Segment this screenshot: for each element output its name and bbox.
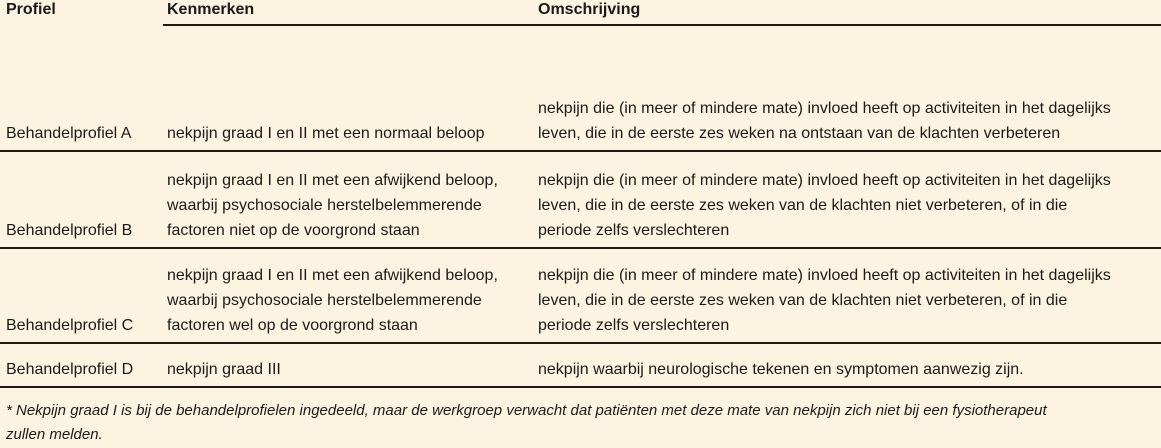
kenmerken-cell [167,263,532,338]
table-row [0,152,1161,249]
omschrijving-line: leven, die in de eerste zes weken van de klachten niet verbeteren, of in die [538,197,1068,214]
header-omschrijving: Omschrijving [538,1,641,18]
omschrijving-line: nekpijn die (in meer of mindere mate) invloed heeft op activiteiten in het dagelijks [538,267,1111,284]
kenmerken-line: nekpijn graad I en II met een normaal beloop [167,125,485,142]
profiel-cell: Behandelprofiel D [6,361,134,378]
kenmerken-cell [167,357,532,382]
omschrijving-line: periode zelfs verslechteren [538,222,730,239]
omschrijving-cell [538,357,1158,382]
omschrijving-line: nekpijn die (in meer of mindere mate) invloed heeft op activiteiten in het dagelijks [538,100,1111,117]
kenmerken-line: waarbij psychosociale herstelbelemmerende [167,292,482,309]
profiel-cell: Behandelprofiel A [6,125,132,142]
omschrijving-cell [538,263,1158,338]
kenmerken-line: nekpijn graad III [167,361,281,378]
omschrijving-line: periode zelfs verslechteren [538,317,730,334]
table-row [0,26,1161,152]
table-header [0,0,1161,26]
omschrijving-cell [538,96,1158,146]
kenmerken-line: waarbij psychosociale herstelbelemmerende [167,197,482,214]
kenmerken-cell [167,168,532,243]
footnote [6,399,1156,447]
header-profiel: Profiel [6,1,56,18]
omschrijving-cell [538,168,1158,243]
footnote-line: * Nekpijn graad I is bij de behandelprofielen ingedeeld, maar de werkgroep verwacht dat patiënten met deze mate van nekpijn zich niet bij een fysiotherapeut [6,402,1047,419]
omschrijving-line: leven, die in de eerste zes weken van de klachten niet verbeteren, of in die [538,292,1068,309]
omschrijving-line: leven, die in de eerste zes weken na ontstaan van de klachten verbeteren [538,125,1061,142]
omschrijving-line: nekpijn waarbij neurologische tekenen en symptomen aanwezig zijn. [538,361,1024,378]
kenmerken-line: nekpijn graad I en II met een afwijkend beloop, [167,267,498,284]
kenmerken-line: factoren wel op de voorgrond staan [167,317,418,334]
profiel-cell: Behandelprofiel C [6,317,134,334]
kenmerken-cell [167,121,532,146]
table-row [0,249,1161,344]
footnote-line: zullen melden. [6,426,103,443]
header-kenmerken: Kenmerken [167,1,255,18]
kenmerken-line: nekpijn graad I en II met een afwijkend beloop, [167,172,498,189]
profiel-cell: Behandelprofiel B [6,222,133,239]
omschrijving-line: nekpijn die (in meer of mindere mate) invloed heeft op activiteiten in het dagelijks [538,172,1111,189]
kenmerken-line: factoren niet op de voorgrond staan [167,222,420,239]
table-row [0,344,1161,388]
